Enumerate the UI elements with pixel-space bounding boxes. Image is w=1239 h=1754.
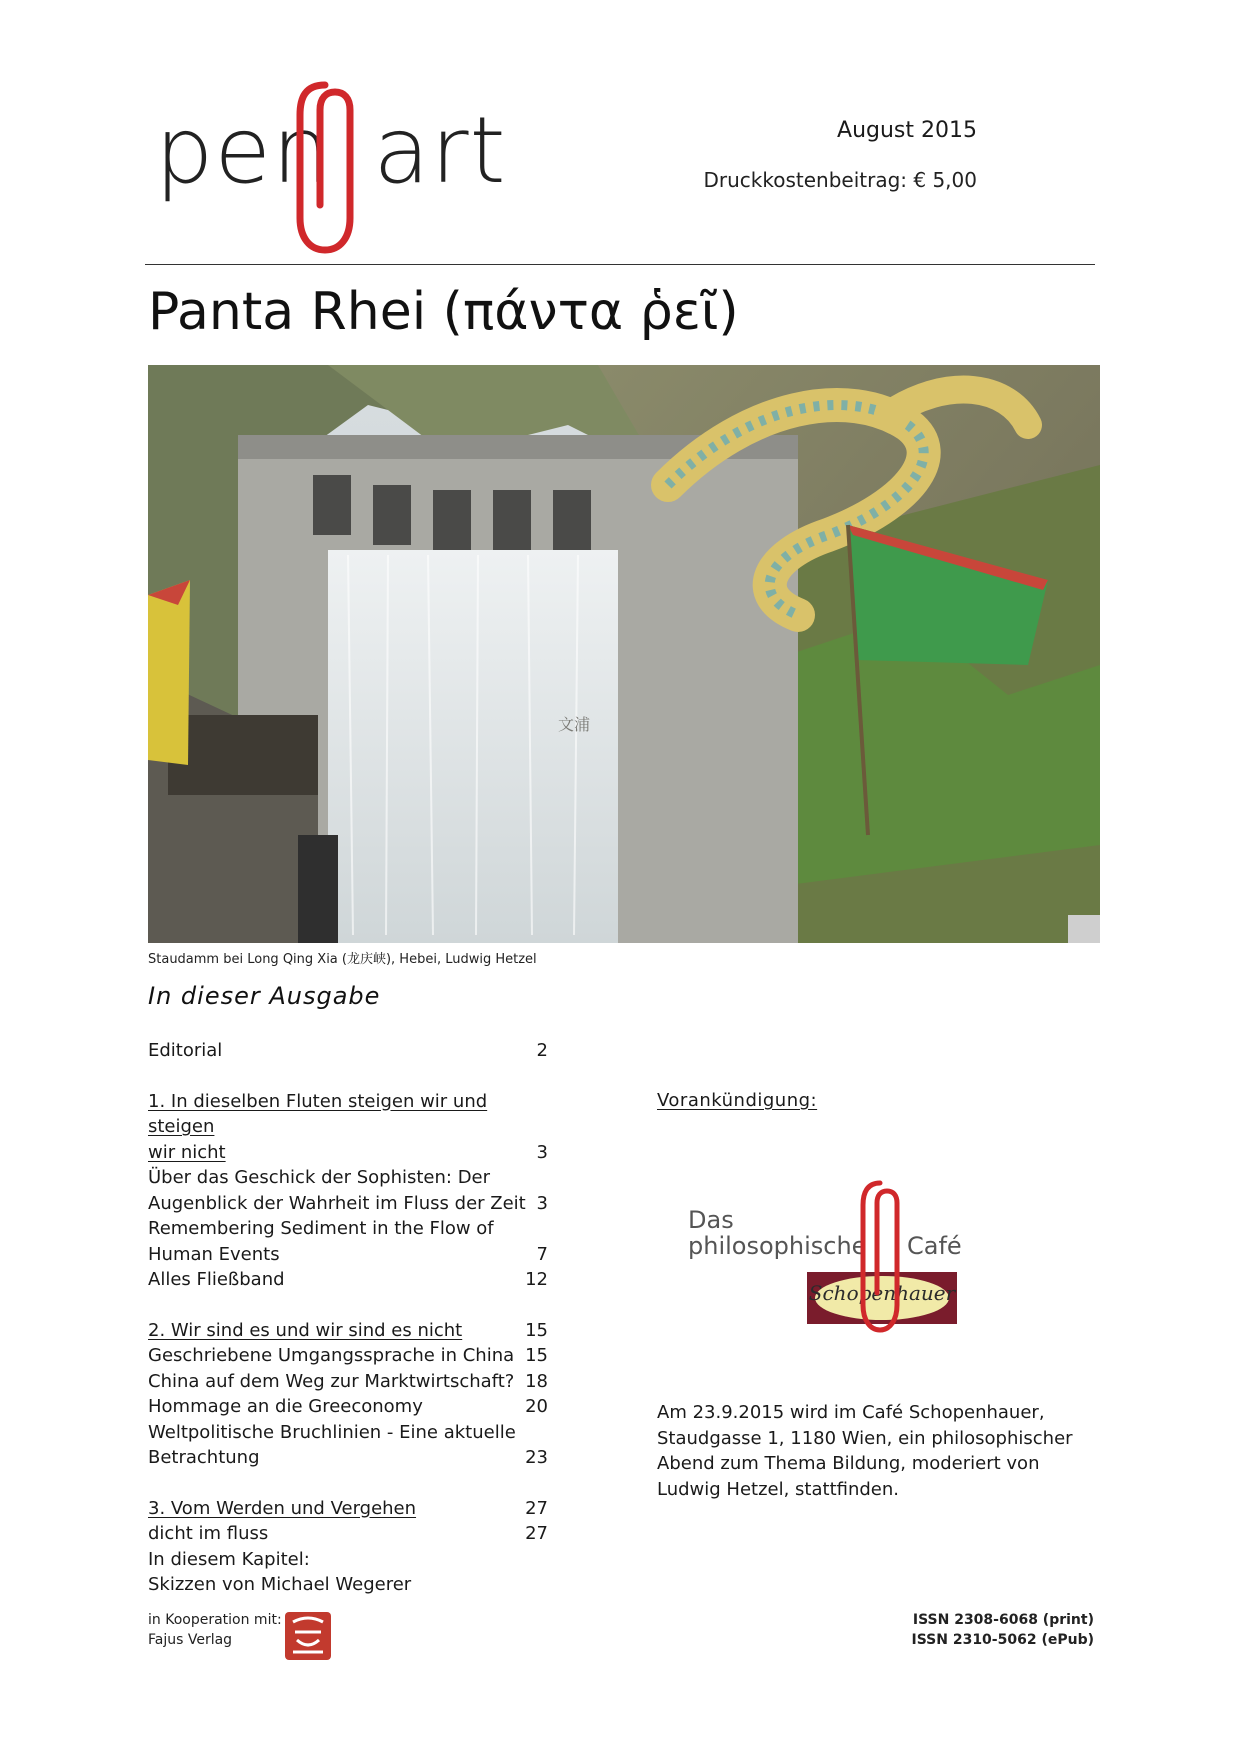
toc-item[interactable]	[148, 1343, 548, 1369]
logo-text-left: pen	[155, 97, 332, 204]
toc-item-title: Betrachtung	[148, 1447, 260, 1468]
paperclip-logo-icon	[150, 70, 510, 260]
chapter-1-title-line2: wir nicht	[148, 1141, 226, 1163]
toc-item-page: 20	[525, 1396, 548, 1417]
toc-item-page: 12	[525, 1269, 548, 1290]
toc-item-title: Editorial	[148, 1040, 223, 1061]
table-of-contents	[148, 1038, 548, 1598]
toc-item-title: Augenblick der Wahrheit im Fluss der Zeit	[148, 1192, 526, 1214]
dam-waterfall-illustration	[148, 365, 1100, 943]
dam-sign-text: 文浦	[558, 715, 591, 734]
toc-item-page: 15	[525, 1345, 548, 1366]
header-divider	[145, 264, 1095, 265]
cafe-logo-text: Café	[907, 1232, 962, 1260]
chapter-3-page: 27	[525, 1497, 548, 1519]
announcement-label: Vorankündigung:	[657, 1090, 818, 1111]
toc-item-title: Geschriebene Umgangssprache in China	[148, 1345, 515, 1366]
toc-item-title: dicht im fluss	[148, 1523, 269, 1544]
announcement-text: Am 23.9.2015 wird im Café Schopenhauer, Staudgasse 1, 1180 Wien, ein philosophischer Abend zum Thema Bildung, moderiert von Ludwig Hetzel, stattfinden.	[657, 1402, 1073, 1500]
chapter-1-page: 3	[536, 1141, 548, 1163]
cooperation-note	[148, 1610, 282, 1650]
price-label: Druckkostenbeitrag: € 5,00	[703, 168, 977, 192]
section-heading: In dieser Ausgabe	[148, 982, 381, 1010]
toc-chapter-1[interactable]	[148, 1089, 548, 1166]
chapter-2-page: 15	[525, 1319, 548, 1341]
toc-item[interactable]	[148, 1420, 548, 1471]
toc-item-page: 3	[536, 1192, 548, 1214]
toc-item[interactable]	[148, 1521, 548, 1547]
toc-item-page: 27	[525, 1523, 548, 1544]
logo-text-right: art	[373, 97, 507, 204]
toc-item-title: Remembering Sediment in the Flow of	[148, 1218, 494, 1239]
toc-item-page: 23	[525, 1447, 548, 1468]
toc-item[interactable]	[148, 1216, 548, 1267]
cooperation-label: in Kooperation mit:	[148, 1612, 282, 1628]
toc-chapter-2[interactable]	[148, 1318, 548, 1344]
toc-item-page: 2	[536, 1040, 548, 1061]
cafe-sign	[807, 1272, 957, 1324]
toc-item-title: Human Events	[148, 1243, 280, 1265]
toc-item[interactable]	[148, 1267, 548, 1293]
toc-note: In diesem Kapitel:	[148, 1548, 310, 1570]
toc-item[interactable]	[148, 1394, 548, 1420]
publisher-name: Fajus Verlag	[148, 1632, 233, 1648]
chapter-1-title-line1: 1. In dieselben Fluten steigen wir und steigen	[148, 1090, 488, 1137]
fajus-seal-logo	[283, 1610, 333, 1662]
toc-item-editorial[interactable]	[148, 1038, 548, 1064]
toc-item[interactable]	[148, 1369, 548, 1395]
toc-item-title: China auf dem Weg zur Marktwirtschaft?	[148, 1370, 515, 1392]
issn-epub: ISSN 2310-5062 (ePub)	[911, 1632, 1094, 1648]
toc-item[interactable]	[148, 1165, 548, 1216]
issn-block	[912, 1610, 1095, 1650]
toc-item-page: 7	[536, 1243, 548, 1265]
chapter-3-title: 3. Vom Werden und Vergehen	[148, 1497, 417, 1519]
toc-note: Skizzen von Michael Wegerer	[148, 1574, 412, 1595]
toc-item-title: Über das Geschick der Sophisten: Der	[148, 1167, 491, 1188]
cafe-logo-text: Das	[688, 1206, 734, 1234]
toc-item-title: Alles Fließband	[148, 1269, 285, 1290]
issue-date: August 2015	[837, 118, 977, 143]
toc-item-title: Weltpolitische Bruchlinien - Eine aktuelle	[148, 1421, 516, 1443]
cafe-logo-text: philosophische	[688, 1232, 867, 1260]
chapter-2-title: 2. Wir sind es und wir sind es nicht	[148, 1319, 463, 1341]
cafe-sign-text: Schopenhauer	[808, 1281, 956, 1305]
toc-item-page: 18	[525, 1370, 548, 1392]
photo-caption: Staudamm bei Long Qing Xia (龙庆峡), Hebei, Ludwig Hetzel	[148, 952, 537, 967]
cover-photo	[148, 365, 1100, 943]
toc-item-title: Hommage an die Greeconomy	[148, 1396, 423, 1417]
issn-print: ISSN 2308-6068 (print)	[912, 1612, 1094, 1628]
toc-chapter-3[interactable]	[148, 1496, 548, 1522]
page-title: Panta Rhei (πάντα ῥεῖ)	[148, 282, 739, 342]
